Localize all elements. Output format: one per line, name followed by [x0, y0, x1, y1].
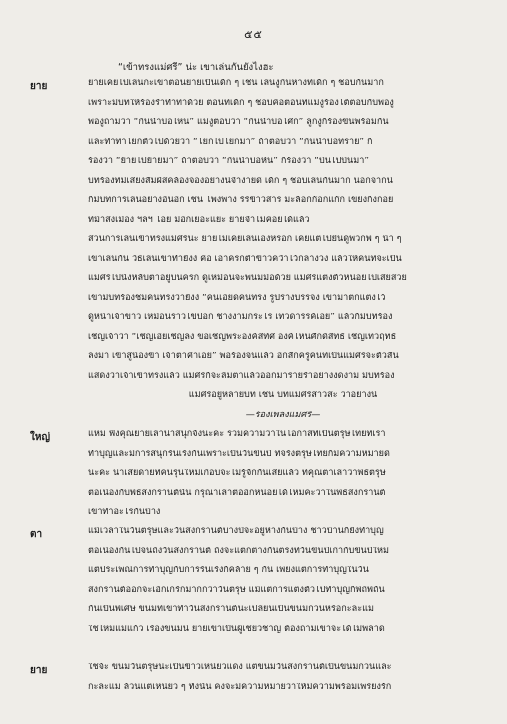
text-line: แม้เวลาในวันตรุษและวันสงกรานต์บางปีจะอยู่ห่างกันบ้าง ชาวบ้านก็ยังทำบุญ — [88, 527, 384, 536]
text-line: ยายเคยไปเล่นกะเขาตอนยายเป็นเด็ก ๆ เช่น เล่นงูกินหางที่เด็ก ๆ ชอบกันมาก — [88, 79, 384, 88]
text-line: แสดงว่าเจ้าเข้าทรงแล้ว แม่ศรีก็จะลืมตาแล้วออกมาร่ายรำอย่างงดงาม มีบทร้อง — [88, 371, 395, 381]
song-cue: —ร้องเพลงแม่ศรี— — [245, 410, 321, 420]
speaker-label: ยาย — [30, 665, 48, 676]
text-line: แม่ศรีอยู่หลายบท เช่น บทแม่ศรีสาวสะ ว่าอย่างนี้ — [188, 391, 378, 400]
text-line: ลงมา เข้าสู่น้องข้า เจ้าตาคำเอย” พอร้องจนแล้ว อีกสักครู่คนที่เป็นแม่ศรีจะตัวสั่น — [88, 352, 399, 361]
text-line: แหม ฟังคุณยายเล่าน่าสนุกจังนะคะ รวมความว่าในโอกาสที่เป็นตรุษไทยที่เรา — [88, 430, 386, 439]
text-line: ต่อเนื่องกันไปจนถึงวันสงกรานต์ ถึงจะแตกต่างกันตรงที่วันขึ้นปีเก่ากับขึ้นปีใหม่ — [88, 546, 389, 556]
text-line: บทร้องที่มีเสียงสัมผัสคล้องจองอย่างนี้จำง่ายดี เด็ก ๆ ชอบเล่นกันมาก นอกจากนี้ — [88, 176, 393, 186]
text-line: เชิญเจ้าว่า “เชิญเอ๋ยเชิญลง ขอเชิญพระองค์สีทิศ องค์ไหนศักดิ์สิทธิ์ เชิญเทวฤทธิ์ — [88, 332, 397, 342]
text-line: นะคะ น่าเสียดายที่คนรุ่นใหม่เกือบจะไม่รู้จักกันเสียแล้ว ที่คุณตาเล่าว่าพิธีตรุษ — [88, 469, 386, 478]
text-line: เขาเล่นกัน วิธีเล่นเขาทำยังงี้ คือ เอาครกตำข้าวคว่ำไว้กลางวง แล้วให้คนที่จะเป็น — [88, 254, 402, 264]
speaker-label: ใหญ่ — [30, 432, 50, 443]
question-heading: “เข้าทรงแม่ศรี” น่ะ เขาเล่นกันยังไงฮะ — [118, 62, 274, 73]
text-line: แต่ประเพณีการทำบุญกับการรื่นเริงก็คล้าย ๆ กัน เพียงแต่การทำบุญในวัน — [88, 566, 369, 575]
speaker-label: ตา — [30, 529, 43, 540]
text-line: ส่วนการเล่นเข้าทรงแม่ศรีนะ ยายไม่เคยเล่นเองหรอก เคยแต่ไปยืนดูพวกพี่ ๆ น้า ๆ — [88, 235, 402, 244]
text-line: และทำท่าโยกตัวไปด้วยว่า “โยกไปโยกมา” ถ้าตอบว่า “กินน้ำบ่อทราย” ก็ — [88, 137, 373, 147]
text-line: ทำบุญและมีการสนุกรื่นเริงกันเพราะเป็นวันขึ้นปี ที่จริงตรุษไทยก็มีความหมายดี — [88, 449, 390, 459]
text-line: ต่อเนื่องกับพิธีสงกรานต์นั้น กรุณาเล่าต่ออีกหน่อยได้ไหมคะว่าในพิธีสงกรานต์ — [88, 488, 386, 498]
text-line: ที่ม้าส่งเมือง ฯลฯ โอย มีอีกเยอะแยะ ยายจำไม่ค่อยได้แล้ว — [88, 215, 310, 225]
text-line: ดูหน้าเจ้าขาว เหมือนราวไข่ปอก ช่างงามกระไร เทวดารรค์เอย” แล้วก็มีบทร้อง — [88, 313, 393, 322]
text-line: กันเป็นพิเศษ ขนมที่เขาทำวันสงกรานต์นะเปลี่ยนเป็นขนมกวนหรือกะละแม — [88, 605, 374, 614]
text-line: กะละแม ล้วนแต่เหนียว ๆ ทั้งนั้น คงจะมีความหมายว่าให้มีความพร้อมเพรียงรัก — [88, 682, 392, 692]
text-line: ใช่ไหมแม่แก้ว เรื่องขนมนี้ ยายเขาเป็นผู้เชี่ยวชาญ ต้องถามเขาจะได้ไม่พลาด — [88, 624, 385, 634]
text-line: เพราะมีบทให้ร้องรำทำท่าด้วย ตอนที่เด็ก ๆ ชอบคือตอนที่แม่งูร้องโต้ตอบกับพ่องู — [88, 98, 394, 108]
text-line: แม่ศรีไปนั่งหลับตาอยู่บนครก ดูเหมือนจะพนมมือด้วย แม่ศรีแต่งตัวหน่อยไปเสียสวย — [88, 274, 407, 283]
text-line: ก็มีบทการเล่นอย่างอื่นอีก เช่น โพงพาง รีรีข้าวสาร มะล็อกก๊อกแก๊ก เขย่งก็งกอย — [88, 196, 394, 205]
text-line: สงกรานต์ออกจะเอิกเกริกมากกว่าวันตรุษ แม้แต่การแต่งตัวไปทำบุญก็พิถีพิถัน — [88, 585, 385, 595]
page-number: ๕๕ — [244, 28, 263, 41]
text-line: เขาทำอะไรกันบ้าง — [88, 508, 161, 517]
speaker-label: ยาย — [30, 81, 48, 92]
text-line: พ่องูถามว่า “กินน้ำบ่อไหน” แม่งูตอบว่า “กินน้ำบ่อโศก” ลูกงูก็ร้องขึ้นพร้อมกัน — [88, 118, 389, 127]
text-line: ใช่จ้ะ ขนมวันตรุษน่ะเป็นข้าวเหนียวแดง แต่ขนมวันสงกรานต์เป็นขนมกวนและ — [88, 663, 392, 672]
text-line: เขามีบทร้องชมคนทรงว่ายังงี้ “คนเอียดคนทรง รูปร่างบรรจง เขามาตกแต่งไว้ — [88, 293, 386, 303]
text-line: ร้องว่า “ย้ายไปย้ายมา” ถ้าตอบว่า “กินน้ำบ่อหิน” ก็ร้องว่า “บินไปบินมา” — [88, 157, 370, 166]
